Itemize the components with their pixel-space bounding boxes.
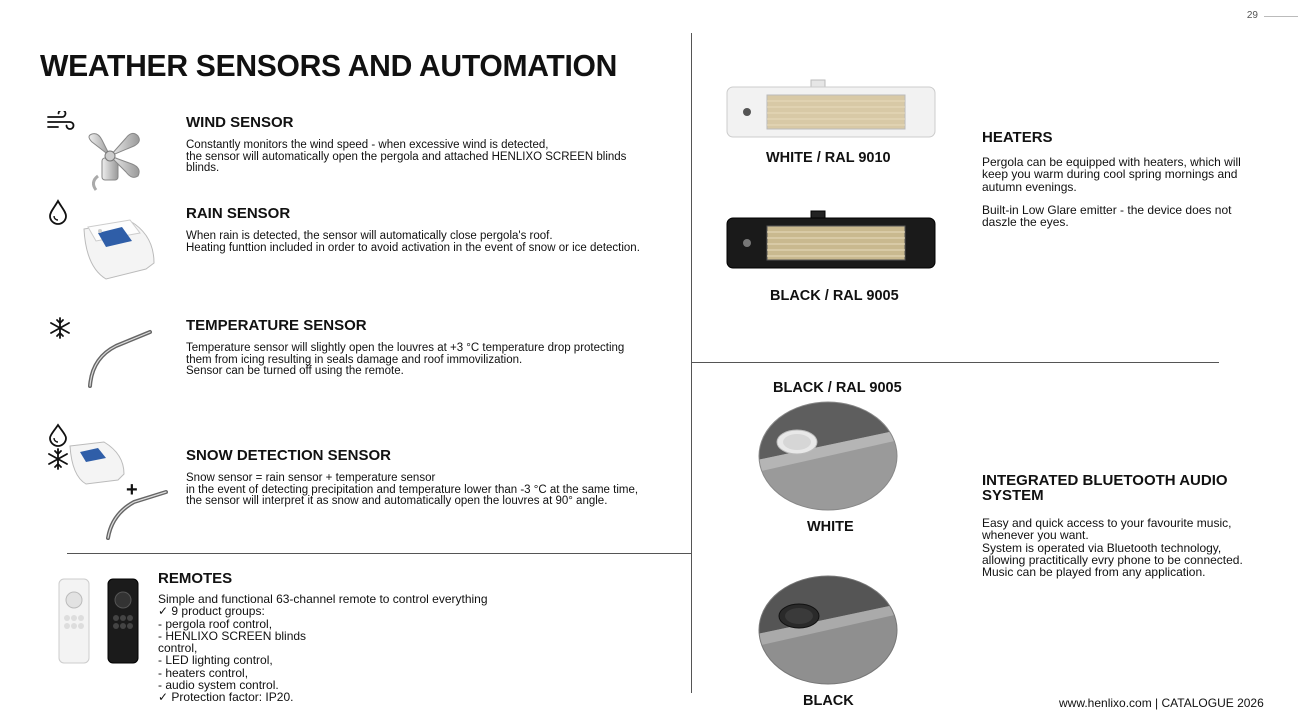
wind-sensor-title: WIND SENSOR <box>186 114 294 131</box>
white-speaker-image <box>757 400 899 512</box>
footer <box>1059 696 1264 710</box>
droplet-icon <box>48 423 68 447</box>
plus-sign: + <box>126 479 138 501</box>
snowflake-icon <box>49 317 71 339</box>
heaters-text-2: Built-in Low Glare emitter - the device does not daszle the eyes. <box>982 203 1232 230</box>
right-horizontal-divider <box>691 362 1219 363</box>
audio-title: INTEGRATED BLUETOOTH AUDIO SYSTEM <box>982 472 1228 504</box>
black-heater-image <box>725 210 937 272</box>
snow-sensor-text: Snow sensor = rain sensor + temperature sensor in the event of detecting precipitation and temperature lower than -3 °C at the same time, the sensor will interpret it as snow and automatically open the louvres at 90° angle. <box>186 472 639 507</box>
heaters-text-1: Pergola can be equipped with heaters, which will keep you warm during cool spring mornings and autumn evenings. <box>982 155 1241 194</box>
audio-black-caption: BLACK <box>803 693 854 709</box>
wind-sensor-image <box>80 120 152 195</box>
white-heater-image <box>725 79 937 141</box>
heaters-title: HEATERS <box>982 129 1053 146</box>
audio-text: Easy and quick access to your favourite music, whenever you want. System is operated via Bluetooth technology, allowing practitically evry phone to be connected. Music can be played from any application. <box>982 516 1243 580</box>
white-remote-image <box>58 578 90 664</box>
snow-rain-sensor-image <box>68 440 128 486</box>
heater-white-caption: WHITE / RAL 9010 <box>766 150 891 166</box>
left-horizontal-divider <box>67 553 692 554</box>
black-remote-image <box>107 578 139 664</box>
wind-sensor-text: Constantly monitors the wind speed - when excessive wind is detected, the sensor will automatically open the pergola and attached HENLIXO SCREEN blinds blinds. <box>186 139 627 174</box>
remotes-title: REMOTES <box>158 570 233 587</box>
rain-sensor-text: When rain is detected, the sensor will automatically close pergola's roof. Heating funttion included in order to avoid activation in the event of snow or ice detection. <box>186 230 640 254</box>
page-title: WEATHER SENSORS AND AUTOMATION <box>40 48 618 83</box>
droplet-icon <box>48 199 68 225</box>
temperature-sensor-image <box>86 328 156 390</box>
temperature-sensor-title: TEMPERATURE SENSOR <box>186 317 367 334</box>
footer-catalogue: CATALOGUE 2026 <box>1161 696 1264 710</box>
snowflake-icon <box>47 448 69 470</box>
heater-black-caption: BLACK / RAL 9005 <box>770 288 899 304</box>
snow-sensor-title: SNOW DETECTION SENSOR <box>186 447 392 464</box>
temperature-sensor-text: Temperature sensor will slightly open the louvres at +3 °C temperature drop protecting them from icing resulting in seals damage and roof immovilization. Sensor can be turned off using the remote. <box>186 342 625 377</box>
wind-icon <box>46 111 76 133</box>
black-speaker-image <box>757 574 899 686</box>
rain-sensor-image <box>80 215 158 283</box>
footer-website-link[interactable]: www.henlixo.com <box>1059 696 1152 710</box>
snow-temperature-sensor-image <box>104 488 170 542</box>
rain-sensor-title: RAIN SENSOR <box>186 205 291 222</box>
vertical-divider <box>691 33 692 693</box>
footer-separator: | <box>1155 696 1159 710</box>
audio-top-caption: BLACK / RAL 9005 <box>773 380 902 396</box>
page-number-line <box>1264 16 1298 17</box>
page-number: 29 <box>1246 10 1258 21</box>
remotes-text: Simple and functional 63-channel remote to control everything ✓ 9 product groups: - pergola roof control, - HENLIXO SCREEN blinds control, - LED lighting control, - heaters control, - audio system control. ✓ Protection factor: IP20. <box>158 592 488 705</box>
audio-white-caption: WHITE <box>807 519 854 535</box>
